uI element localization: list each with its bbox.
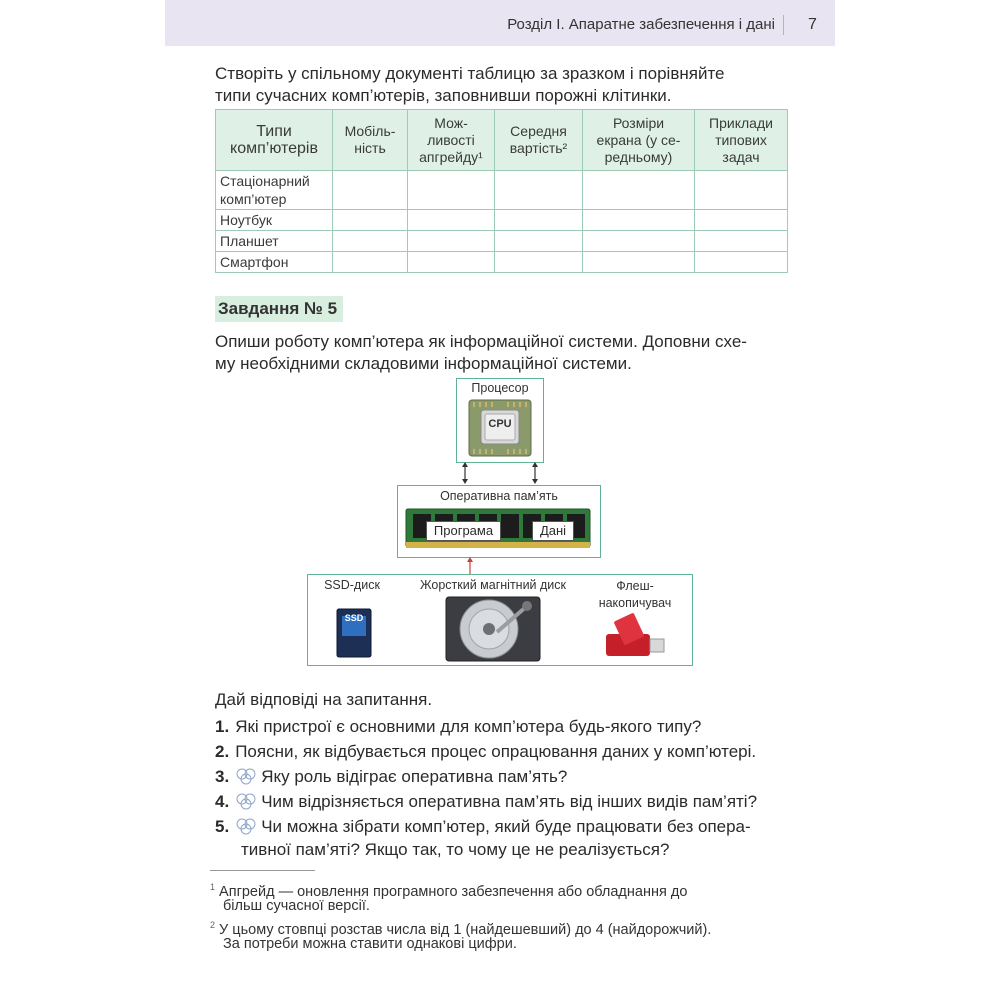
intro-line-2: типи сучасних комп’ютерів, заповнивши порожні клітинки. (215, 86, 672, 105)
question-item: 4. Чим відрізняється оперативна пам’ять від інших видів пам’яті? (215, 792, 758, 811)
row-label-laptop: Ноутбук (216, 210, 333, 231)
page-number: 7 (808, 16, 817, 33)
ram-label: Оперативна пам’ять (440, 489, 558, 503)
col-header-screen: Розміри екрана (у се- редньому) (583, 110, 695, 171)
think-icon (235, 767, 257, 785)
question-item: 1. Які пристрої є основними для комп’ютера будь-якого типу? (215, 717, 702, 736)
footnote-continuation: більш сучасної версії. (223, 898, 370, 914)
row-label-smartphone: Смартфон (216, 252, 333, 273)
intro-line-1: Створіть у спільному документі таблицю за зразком і порівняйте (215, 64, 725, 83)
footnote-continuation: За потреби можна ставити однакові цифри. (223, 936, 517, 952)
usb-flash-drive-icon (604, 612, 668, 660)
col-header-cost: Середня вартість² (495, 110, 583, 171)
hard-disk-icon (445, 596, 541, 662)
row-label-desktop: Стаціонарний комп’ютер (216, 171, 333, 210)
col-header-type: Типи комп’ютерів (216, 110, 333, 171)
section-title: Розділ І. Апаратне забезпечення і дані (507, 16, 775, 33)
cpu-label: Процесор (471, 381, 529, 395)
ram-program-label: Програма (426, 521, 501, 541)
footnote: $^1$ Апгрейд — оновлення програмного забезпечення або обладнання до (210, 882, 688, 900)
task-text-line-1: Опиши роботу комп’ютера як інформаційної системи. Доповни схе- (215, 332, 747, 351)
ram-data-label: Дані (532, 521, 574, 541)
storage-ram-arrow-icon (464, 557, 476, 574)
ssd-chip-text: SSD (344, 613, 364, 623)
task-title: Завдання № 5 (218, 299, 338, 318)
hdd-label: Жорсткий магнітний диск (419, 578, 567, 592)
ssd-label: SSD-диск (324, 578, 380, 592)
row-label-tablet: Планшет (216, 231, 333, 252)
col-header-upgrade: Мож- ливості апгрейду¹ (408, 110, 495, 171)
question-item: 5. Чи можна зібрати комп’ютер, який буде працювати без опера- (215, 817, 751, 836)
think-icon (235, 792, 257, 810)
cpu-chip-text: CPU (488, 418, 512, 430)
footnote-divider (210, 870, 315, 871)
question-item: 3. Яку роль відіграє оперативна пам’ять? (215, 767, 568, 786)
flash-label: Флеш- накопичувач (598, 579, 672, 610)
question-item: 2. Поясни, як відбувається процес опрацювання даних у комп’ютері. (215, 742, 757, 761)
col-header-mobility: Мобіль- ність (333, 110, 408, 171)
footnote: $^2$ У цьому стовпці розстав числа від 1 (найдешевший) до 4 (найдорожчий). (210, 920, 712, 938)
think-icon (235, 817, 257, 835)
task-text-line-2: му необхідними складовими інформаційної системи. (215, 354, 632, 373)
col-header-tasks: Приклади типових задач (695, 110, 788, 171)
question-item-continuation: тивної пам’яті? Якщо так, то чому це не реалізується? (241, 840, 670, 859)
cpu-ram-arrows-icon (455, 462, 545, 484)
questions-intro: Дай відповіді на запитання. (215, 690, 433, 709)
